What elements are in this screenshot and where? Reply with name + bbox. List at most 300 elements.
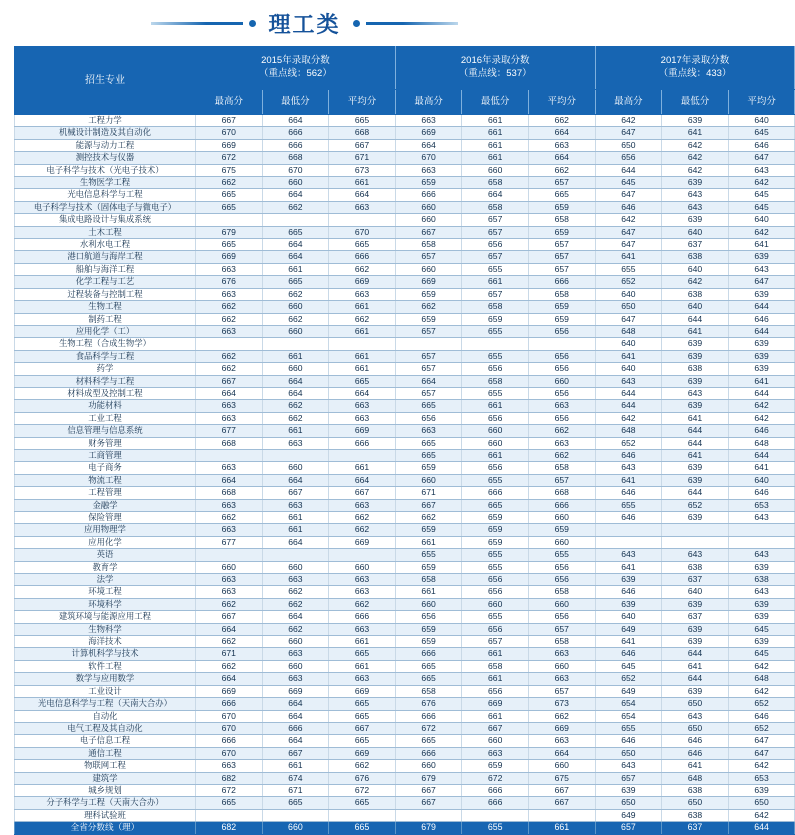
cell-score: 649: [595, 685, 662, 697]
cell-score: 661: [462, 127, 529, 139]
cell-score: 659: [395, 623, 462, 635]
table-row: [15, 648, 795, 660]
cell-score: 646: [595, 512, 662, 524]
table-row: [15, 772, 795, 784]
table-row: [15, 350, 795, 362]
table-row: [15, 325, 795, 337]
cell-score: 667: [329, 487, 396, 499]
cell-score: 655: [395, 549, 462, 561]
cell-score: 676: [395, 698, 462, 710]
table-row: [15, 760, 795, 772]
cell-score: 665: [395, 660, 462, 672]
cell-major-name: 功能材料: [15, 400, 196, 412]
cell-score: 661: [329, 301, 396, 313]
cell-score: 664: [262, 189, 329, 201]
cell-score: 643: [595, 462, 662, 474]
cell-score: 652: [595, 276, 662, 288]
cell-score: 660: [528, 512, 595, 524]
cell-score: 641: [595, 350, 662, 362]
cell-score: 673: [329, 164, 396, 176]
cell-score: 670: [262, 164, 329, 176]
cell-score: 664: [196, 387, 263, 399]
cell-score: 660: [262, 363, 329, 375]
cell-score: 646: [595, 735, 662, 747]
cell-score: 660: [262, 301, 329, 313]
cell-score: 641: [662, 449, 729, 461]
cell-major-name: 生物工程: [15, 301, 196, 313]
cell-score: [462, 809, 529, 821]
cell-score: 657: [595, 772, 662, 784]
cell-score: 650: [595, 747, 662, 759]
table-row: [15, 536, 795, 548]
cell-score: 656: [462, 363, 529, 375]
cell-score: 669: [528, 722, 595, 734]
cell-score: 660: [462, 437, 529, 449]
cell-score: 644: [662, 437, 729, 449]
cell-score: 652: [728, 698, 795, 710]
cell-total-score: 644: [728, 822, 795, 834]
cell-score: [196, 549, 263, 561]
cell-score: 660: [528, 375, 595, 387]
cell-score: 670: [196, 710, 263, 722]
cell-score: [662, 536, 729, 548]
cell-score: 642: [728, 809, 795, 821]
cell-score: 655: [462, 387, 529, 399]
cell-score: 670: [196, 722, 263, 734]
table-row: [15, 375, 795, 387]
cell-score: 659: [395, 561, 462, 573]
cell-score: 666: [528, 499, 595, 511]
cell-total-score: 637: [662, 822, 729, 834]
cell-score: 665: [262, 797, 329, 809]
cell-score: 664: [528, 127, 595, 139]
cell-score: 645: [728, 127, 795, 139]
cell-score: 656: [528, 363, 595, 375]
cell-score: 665: [329, 239, 396, 251]
cell-score: 641: [595, 251, 662, 263]
cell-score: 664: [262, 710, 329, 722]
cell-score: 662: [528, 425, 595, 437]
cell-score: 664: [262, 536, 329, 548]
table-row: [15, 189, 795, 201]
cell-score: 645: [728, 623, 795, 635]
cell-score: 661: [329, 462, 396, 474]
cell-score: 656: [528, 350, 595, 362]
table-row: [15, 226, 795, 238]
table-row: [15, 152, 795, 164]
cell-score: 660: [395, 201, 462, 213]
cell-score: 642: [728, 400, 795, 412]
table-row: [15, 735, 795, 747]
cell-score: 667: [528, 797, 595, 809]
cell-score: 656: [528, 325, 595, 337]
cell-score: 669: [196, 251, 263, 263]
cell-score: 663: [395, 425, 462, 437]
cell-major-name: 工程管理: [15, 487, 196, 499]
cell-score: 663: [196, 586, 263, 598]
table-row: [15, 301, 795, 313]
cell-score: 639: [595, 574, 662, 586]
cell-score: 668: [196, 487, 263, 499]
cell-score: 660: [528, 760, 595, 772]
cell-score: 639: [728, 636, 795, 648]
cell-score: 664: [262, 251, 329, 263]
cell-score: 644: [662, 673, 729, 685]
cell-score: 637: [662, 239, 729, 251]
table-row: [15, 685, 795, 697]
cell-score: 653: [728, 499, 795, 511]
cell-score: 656: [395, 412, 462, 424]
cell-score: 672: [395, 722, 462, 734]
cell-score: 646: [595, 201, 662, 213]
cell-score: 655: [462, 350, 529, 362]
cell-score: 639: [728, 561, 795, 573]
cell-score: 665: [196, 797, 263, 809]
cell-score: 660: [262, 561, 329, 573]
cell-major-name: 化学工程与工艺: [15, 276, 196, 288]
cell-score: 657: [395, 387, 462, 399]
table-row: [15, 276, 795, 288]
admission-scores-table: [14, 46, 795, 835]
cell-score: 646: [595, 648, 662, 660]
cell-score: 666: [329, 437, 396, 449]
cell-score: 666: [528, 276, 595, 288]
cell-score: 661: [329, 636, 396, 648]
cell-score: 660: [395, 598, 462, 610]
cell-score: 659: [462, 536, 529, 548]
cell-score: 663: [262, 437, 329, 449]
cell-score: 658: [528, 636, 595, 648]
cell-score: 658: [528, 586, 595, 598]
cell-score: 674: [262, 772, 329, 784]
cell-score: 661: [462, 673, 529, 685]
cell-score: 664: [528, 152, 595, 164]
cell-major-name: 电子科学与技术（固体电子与微电子）: [15, 201, 196, 213]
cell-score: 667: [262, 487, 329, 499]
cell-score: 647: [595, 189, 662, 201]
cell-score: 669: [329, 536, 396, 548]
cell-score: 645: [595, 660, 662, 672]
table-row: [15, 698, 795, 710]
table-row: [15, 387, 795, 399]
cell-score: 662: [528, 710, 595, 722]
cell-major-name: 材料科学与工程: [15, 375, 196, 387]
cell-score: 672: [196, 784, 263, 796]
cell-score: 659: [395, 177, 462, 189]
cell-score: 660: [528, 598, 595, 610]
cell-score: 643: [595, 760, 662, 772]
cell-score: 643: [595, 549, 662, 561]
cell-score: 660: [262, 325, 329, 337]
cell-score: 644: [728, 387, 795, 399]
cell-score: 647: [595, 226, 662, 238]
cell-score: 664: [262, 735, 329, 747]
table-row: [15, 201, 795, 213]
cell-score: 641: [595, 636, 662, 648]
cell-score: 639: [662, 636, 729, 648]
cell-score: [462, 338, 529, 350]
cell-score: 640: [728, 474, 795, 486]
cell-score: 646: [595, 586, 662, 598]
cell-major-name: 食品科学与工程: [15, 350, 196, 362]
cell-major-name: 建筑学: [15, 772, 196, 784]
cell-score: 663: [528, 673, 595, 685]
cell-major-name: 电子商务: [15, 462, 196, 474]
cell-score: 660: [262, 660, 329, 672]
cell-score: 661: [262, 760, 329, 772]
cell-score: 662: [262, 313, 329, 325]
cell-score: 668: [196, 437, 263, 449]
cell-major-name: 法学: [15, 574, 196, 586]
cell-score: 665: [329, 648, 396, 660]
table-header: [15, 47, 795, 115]
cell-score: 659: [528, 301, 595, 313]
cell-score: 666: [462, 784, 529, 796]
cell-score: 656: [462, 239, 529, 251]
cell-score: 639: [662, 214, 729, 226]
cell-score: 663: [262, 673, 329, 685]
cell-score: 667: [196, 611, 263, 623]
cell-score: 656: [595, 152, 662, 164]
cell-score: 660: [395, 214, 462, 226]
group-2017-baseline: （重点线：433）: [658, 68, 732, 79]
cell-score: 639: [662, 512, 729, 524]
cell-major-name: 环境科学: [15, 598, 196, 610]
cell-score: 639: [662, 623, 729, 635]
cell-score: 666: [462, 797, 529, 809]
cell-score: 659: [462, 524, 529, 536]
cell-score: 647: [595, 127, 662, 139]
cell-score: [395, 809, 462, 821]
cell-score: 669: [262, 685, 329, 697]
cell-score: 663: [196, 524, 263, 536]
cell-score: 647: [595, 239, 662, 251]
table-row: [15, 288, 795, 300]
cell-score: 666: [262, 127, 329, 139]
cell-score: 663: [262, 648, 329, 660]
cell-score: 655: [462, 263, 529, 275]
cell-score: 667: [395, 797, 462, 809]
cell-score: 648: [728, 673, 795, 685]
cell-score: 659: [395, 462, 462, 474]
cell-score: 664: [262, 474, 329, 486]
cell-major-name: 工程力学: [15, 115, 196, 127]
column-header-2015-lowest: 最低分: [262, 90, 329, 115]
cell-score: 640: [662, 301, 729, 313]
cell-score: 657: [462, 636, 529, 648]
cell-score: 640: [662, 226, 729, 238]
table-row: [15, 214, 795, 226]
cell-score: 675: [196, 164, 263, 176]
table-row: [15, 524, 795, 536]
cell-score: 640: [595, 611, 662, 623]
cell-score: 661: [462, 710, 529, 722]
cell-major-name: 英语: [15, 549, 196, 561]
cell-score: 665: [395, 673, 462, 685]
cell-score: 665: [196, 201, 263, 213]
cell-score: 639: [662, 598, 729, 610]
cell-score: 648: [728, 437, 795, 449]
cell-score: 679: [196, 226, 263, 238]
cell-score: 644: [595, 400, 662, 412]
cell-score: 658: [462, 201, 529, 213]
cell-score: 665: [262, 276, 329, 288]
cell-major-name: 信息管理与信息系统: [15, 425, 196, 437]
cell-score: 642: [662, 139, 729, 151]
cell-score: 650: [662, 698, 729, 710]
cell-score: 650: [662, 797, 729, 809]
table-body: [15, 115, 795, 835]
cell-score: 640: [595, 363, 662, 375]
cell-score: 658: [528, 214, 595, 226]
table-row: [15, 239, 795, 251]
cell-score: [262, 338, 329, 350]
cell-score: 644: [662, 313, 729, 325]
cell-score: 640: [728, 115, 795, 127]
cell-score: 657: [462, 288, 529, 300]
cell-score: 663: [196, 325, 263, 337]
cell-score: 644: [595, 387, 662, 399]
cell-score: 663: [329, 288, 396, 300]
cell-score: 648: [595, 425, 662, 437]
cell-score: 646: [728, 487, 795, 499]
cell-score: 639: [662, 474, 729, 486]
cell-score: 648: [662, 772, 729, 784]
table-row: [15, 437, 795, 449]
cell-major-name: 港口航道与海岸工程: [15, 251, 196, 263]
cell-score: 639: [662, 462, 729, 474]
cell-score: 661: [462, 152, 529, 164]
cell-score: 637: [662, 611, 729, 623]
cell-score: [329, 338, 396, 350]
cell-major-name: 数学与应用数学: [15, 673, 196, 685]
cell-score: 641: [662, 325, 729, 337]
cell-major-name: 财务管理: [15, 437, 196, 449]
cell-score: 656: [528, 387, 595, 399]
cell-score: 641: [595, 561, 662, 573]
cell-major-name: 过程装备与控制工程: [15, 288, 196, 300]
cell-score: 639: [662, 115, 729, 127]
cell-major-name: 机械设计制造及其自动化: [15, 127, 196, 139]
cell-score: 671: [196, 648, 263, 660]
table-row: [15, 512, 795, 524]
cell-score: 660: [462, 598, 529, 610]
cell-score: 657: [528, 251, 595, 263]
cell-score: 664: [262, 239, 329, 251]
cell-score: 662: [262, 400, 329, 412]
cell-score: [196, 338, 263, 350]
cell-score: 669: [329, 425, 396, 437]
cell-score: 650: [595, 301, 662, 313]
cell-score: 671: [329, 152, 396, 164]
cell-score: 640: [595, 338, 662, 350]
cell-score: 663: [196, 760, 263, 772]
cell-score: 641: [662, 127, 729, 139]
cell-score: 662: [329, 524, 396, 536]
cell-score: 664: [329, 189, 396, 201]
cell-score: 673: [528, 698, 595, 710]
cell-score: [262, 214, 329, 226]
table-row: [15, 313, 795, 325]
cell-score: 665: [329, 698, 396, 710]
cell-major-name: 船舶与海洋工程: [15, 263, 196, 275]
cell-score: 656: [462, 586, 529, 598]
cell-score: 669: [329, 747, 396, 759]
cell-score: 675: [528, 772, 595, 784]
cell-score: 644: [662, 648, 729, 660]
cell-score: 643: [728, 549, 795, 561]
cell-score: 657: [528, 474, 595, 486]
cell-major-name: 电子科学与技术（光电子技术）: [15, 164, 196, 176]
cell-score: 654: [595, 710, 662, 722]
cell-score: 643: [662, 710, 729, 722]
cell-score: 663: [462, 747, 529, 759]
cell-score: 661: [329, 177, 396, 189]
cell-score: 655: [462, 325, 529, 337]
cell-total-score: 657: [595, 822, 662, 834]
cell-score: 645: [595, 177, 662, 189]
cell-score: 657: [528, 177, 595, 189]
cell-score: 638: [662, 251, 729, 263]
cell-score: 642: [662, 276, 729, 288]
column-header-2016-lowest: 最低分: [462, 90, 529, 115]
cell-score: 666: [262, 722, 329, 734]
cell-score: 658: [528, 288, 595, 300]
cell-score: 670: [329, 226, 396, 238]
cell-score: 662: [262, 598, 329, 610]
cell-major-name: 生物工程（合成生物学）: [15, 338, 196, 350]
cell-score: 666: [395, 747, 462, 759]
group-2016-baseline: （重点线：537）: [458, 68, 532, 79]
cell-score: 662: [196, 363, 263, 375]
cell-score: 659: [528, 201, 595, 213]
table-row: [15, 623, 795, 635]
table-row: [15, 400, 795, 412]
cell-score: 656: [528, 561, 595, 573]
cell-score: 661: [262, 350, 329, 362]
cell-major-name: 自动化: [15, 710, 196, 722]
cell-score: 662: [196, 636, 263, 648]
cell-major-name: 工商管理: [15, 449, 196, 461]
cell-score: 661: [395, 586, 462, 598]
table-row: [15, 251, 795, 263]
cell-score: 669: [196, 139, 263, 151]
cell-total-label: 全省分数线（理）: [15, 822, 196, 834]
cell-score: 660: [196, 561, 263, 573]
cell-score: 662: [329, 760, 396, 772]
cell-score: 657: [528, 623, 595, 635]
cell-score: 663: [329, 574, 396, 586]
cell-score: 639: [595, 598, 662, 610]
cell-score: 641: [662, 412, 729, 424]
cell-score: 669: [395, 127, 462, 139]
cell-score: 662: [329, 263, 396, 275]
cell-major-name: 应用化学（工）: [15, 325, 196, 337]
cell-score: 669: [329, 276, 396, 288]
cell-major-name: 电子信息工程: [15, 735, 196, 747]
cell-major-name: 制药工程: [15, 313, 196, 325]
cell-score: 664: [196, 673, 263, 685]
table-total-row: [15, 822, 795, 834]
cell-score: 639: [662, 350, 729, 362]
cell-score: 646: [728, 313, 795, 325]
cell-score: 660: [462, 735, 529, 747]
table-row: [15, 177, 795, 189]
cell-major-name: 物联网工程: [15, 760, 196, 772]
cell-score: 659: [528, 226, 595, 238]
cell-score: 647: [595, 313, 662, 325]
column-group-header-2016: [395, 47, 595, 90]
